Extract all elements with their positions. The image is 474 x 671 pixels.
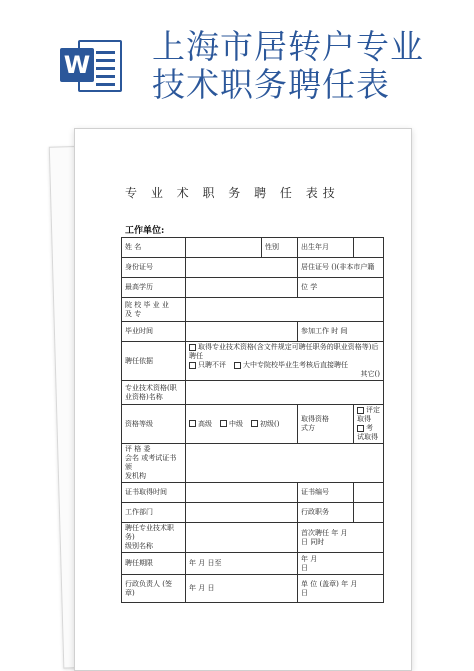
school-major-label: 院 校 毕 业 业 及 专 <box>122 298 186 322</box>
checkbox-icon[interactable] <box>357 407 364 414</box>
checkbox-icon[interactable] <box>251 420 258 427</box>
level-high: 高级 <box>198 419 212 428</box>
hire-post-label: 聘任专业技术职 务) 级别名称 <box>122 523 186 553</box>
work-start-label: 参加工作 时 间 <box>298 322 384 342</box>
gender-label: 性别 <box>262 238 298 258</box>
certificate-time-label: 证书取得时间 <box>122 483 186 503</box>
checkbox-icon[interactable] <box>189 344 196 351</box>
obtain-method-options <box>354 405 384 444</box>
department-label: 工作部门 <box>122 503 186 523</box>
table-row <box>122 298 384 322</box>
checkbox-icon[interactable] <box>357 425 364 432</box>
hire-period-from: 年 月 日至 <box>186 553 298 575</box>
qualification-name-value <box>186 381 384 405</box>
admin-signer-label: 行政负责人 (签 章) <box>122 575 186 603</box>
work-unit-label: 工作单位: <box>125 226 165 236</box>
title-line-1: 上海市居转户专业 <box>152 27 424 66</box>
document-page <box>74 128 412 671</box>
level-junior: 初级() <box>260 419 280 428</box>
level-mid: 中级 <box>229 419 243 428</box>
table-row <box>122 405 384 444</box>
school-major-value <box>186 298 384 322</box>
education-value <box>186 278 298 298</box>
review-committee-value <box>186 444 384 483</box>
table-row <box>122 523 384 553</box>
checkbox-icon[interactable] <box>234 362 241 369</box>
certificate-number-label: 证书编号 <box>298 483 354 503</box>
table-row <box>122 503 384 523</box>
checkbox-icon[interactable] <box>189 362 196 369</box>
table-row <box>122 483 384 503</box>
basis-option-other: 其它() <box>360 370 380 378</box>
form-title: 专 业 术 职 务 聘 任 表技 <box>125 186 340 200</box>
id-number-label: 身份证号 <box>122 258 186 278</box>
page-title <box>152 28 452 104</box>
word-badge: W <box>60 48 94 82</box>
hire-period-label: 聘任期限 <box>122 553 186 575</box>
education-label: 最高学历 <box>122 278 186 298</box>
title-line-2: 技术职务聘任表 <box>152 65 390 104</box>
qualification-name-label: 专业技术资格(职 业资格)名称 <box>122 381 186 405</box>
basis-option-qualified: 取得专业技术资格(含文件规定可聘任职务的职业资格等)后聘任 <box>189 343 379 360</box>
qualification-level-label: 资格等级 <box>122 405 186 444</box>
birth-label: 出生年月 <box>298 238 354 258</box>
table-row <box>122 322 384 342</box>
first-hire-label: 首次聘任 年 月 日 同时 <box>298 523 384 553</box>
birth-value <box>354 238 384 258</box>
certificate-number-value <box>354 483 384 503</box>
method-exam: 考 试取得 <box>357 424 378 441</box>
unit-seal-date: 单 位 (盖章) 年 月 日 <box>298 575 384 603</box>
admin-post-value <box>354 503 384 523</box>
name-value <box>186 238 262 258</box>
method-review: 评定取得 <box>357 406 380 423</box>
hire-basis-options <box>186 342 384 381</box>
degree-label: 位 学 <box>298 278 384 298</box>
graduation-time-value <box>186 322 298 342</box>
certificate-time-value <box>186 483 298 503</box>
hire-post-value <box>186 523 298 553</box>
checkbox-icon[interactable] <box>189 420 196 427</box>
graduation-time-label: 毕业时间 <box>122 322 186 342</box>
checkbox-icon[interactable] <box>220 420 227 427</box>
table-row <box>122 381 384 405</box>
qualification-level-options <box>186 405 298 444</box>
residence-permit-label: 居住证号 ()(非本市户籍 <box>298 258 384 278</box>
table-row <box>122 342 384 381</box>
name-label: 姓 名 <box>122 238 186 258</box>
word-document-icon <box>60 38 126 94</box>
id-number-value <box>186 258 298 278</box>
table-row <box>122 278 384 298</box>
hire-basis-label: 聘任依据 <box>122 342 186 381</box>
review-committee-label: 评 格 委 会名 或考试证书颁 发机构 <box>122 444 186 483</box>
basis-option-graduate: 大中专院校毕业生考核后直接聘任 <box>243 361 348 369</box>
basis-option-hire-only: 只聘不评 <box>198 361 226 369</box>
table-row <box>122 553 384 575</box>
table-row <box>122 444 384 483</box>
obtain-method-label: 取得资格 式方 <box>298 405 354 444</box>
table-row <box>122 238 384 258</box>
department-value <box>186 503 298 523</box>
table-row <box>122 258 384 278</box>
header-banner <box>0 0 474 120</box>
admin-post-label: 行政职务 <box>298 503 354 523</box>
admin-signer-date: 年 月 日 <box>186 575 298 603</box>
table-row <box>122 575 384 603</box>
hire-period-to: 年 月 日 <box>298 553 384 575</box>
appointment-form-table <box>121 237 384 603</box>
